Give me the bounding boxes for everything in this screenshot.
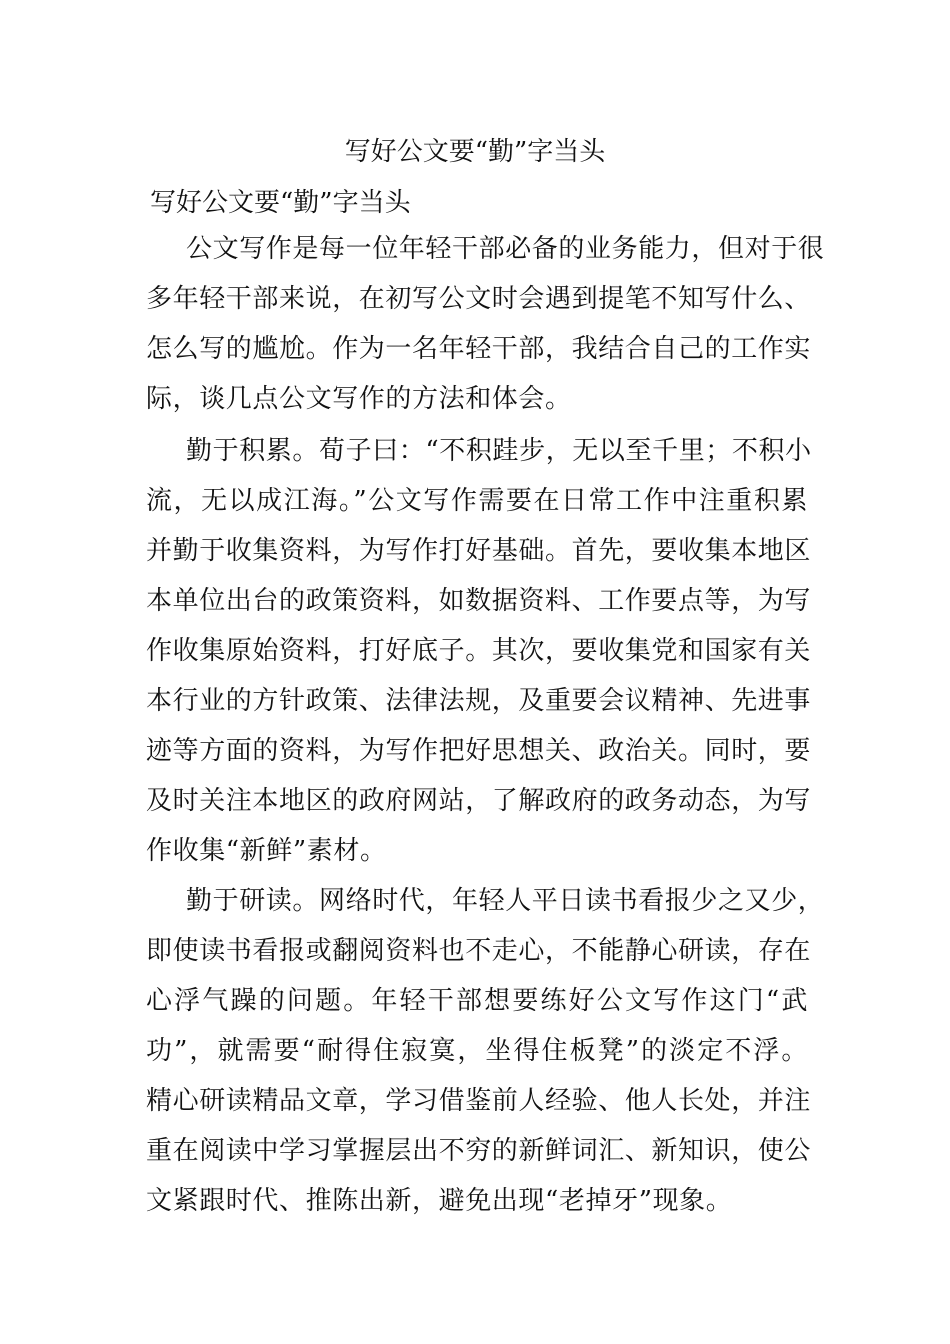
paragraph-line: 文紧跟时代、推陈出新，避免出现“老掉牙”现象。 [146,1186,733,1216]
paragraph-line: 际，谈几点公文写作的方法和体会。 [146,384,572,414]
paragraph-line: 作收集原始资料，打好底子。其次，要收集党和国家有关 [146,636,812,666]
paragraph-line: 作收集“新鲜”素材。 [146,836,387,866]
paragraph-line: 即使读书看报或翻阅资料也不走心，不能静心研读，存在 [146,936,812,966]
paragraph-line: 流，无以成江海。”公文写作需要在日常工作中注重积累 [146,486,808,516]
paragraph-line: 及时关注本地区的政府网站，了解政府的政务动态，为写 [146,786,812,816]
paragraph-line: 重在阅读中学习掌握层出不穷的新鲜词汇、新知识，使公 [146,1136,812,1166]
paragraph-accumulate [146,426,812,876]
paragraph-line: 本行业的方针政策、法律法规，及重要会议精神、先进事 [146,686,812,716]
paragraph-line: 公文写作是每一位年轻干部必备的业务能力，但对于很 [186,234,825,264]
document-subtitle: 写好公文要“勤”字当头 [150,188,411,218]
paragraph-line: 怎么写的尴尬。作为一名年轻干部，我结合自己的工作实 [146,334,812,364]
paragraph-line: 本单位出台的政策资料，如数据资料、工作要点等，为写 [146,586,812,616]
paragraph-line: 精心研读精品文章，学习借鉴前人经验、他人长处，并注 [146,1086,812,1116]
paragraph-line: 迹等方面的资料，为写作把好思想关、政治关。同时，要 [146,736,812,766]
paragraph-study [146,876,825,1226]
paragraph-line: 并勤于收集资料，为写作打好基础。首先，要收集本地区 [146,536,812,566]
paragraph-intro [146,224,825,424]
paragraph-line: 功”，就需要“耐得住寂寞，坐得住板凳”的淡定不浮。 [146,1036,808,1066]
paragraph-line: 勤于积累。荀子曰：“不积跬步，无以至千里；不积小 [186,436,812,466]
paragraph-line: 多年轻干部来说，在初写公文时会遇到提笔不知写什么、 [146,284,812,314]
document-title: 写好公文要“勤”字当头 [344,137,606,167]
paragraph-line: 心浮气躁的问题。年轻干部想要练好公文写作这门“武 [146,986,808,1016]
paragraph-line: 勤于研读。网络时代，年轻人平日读书看报少之又少， [186,886,825,916]
